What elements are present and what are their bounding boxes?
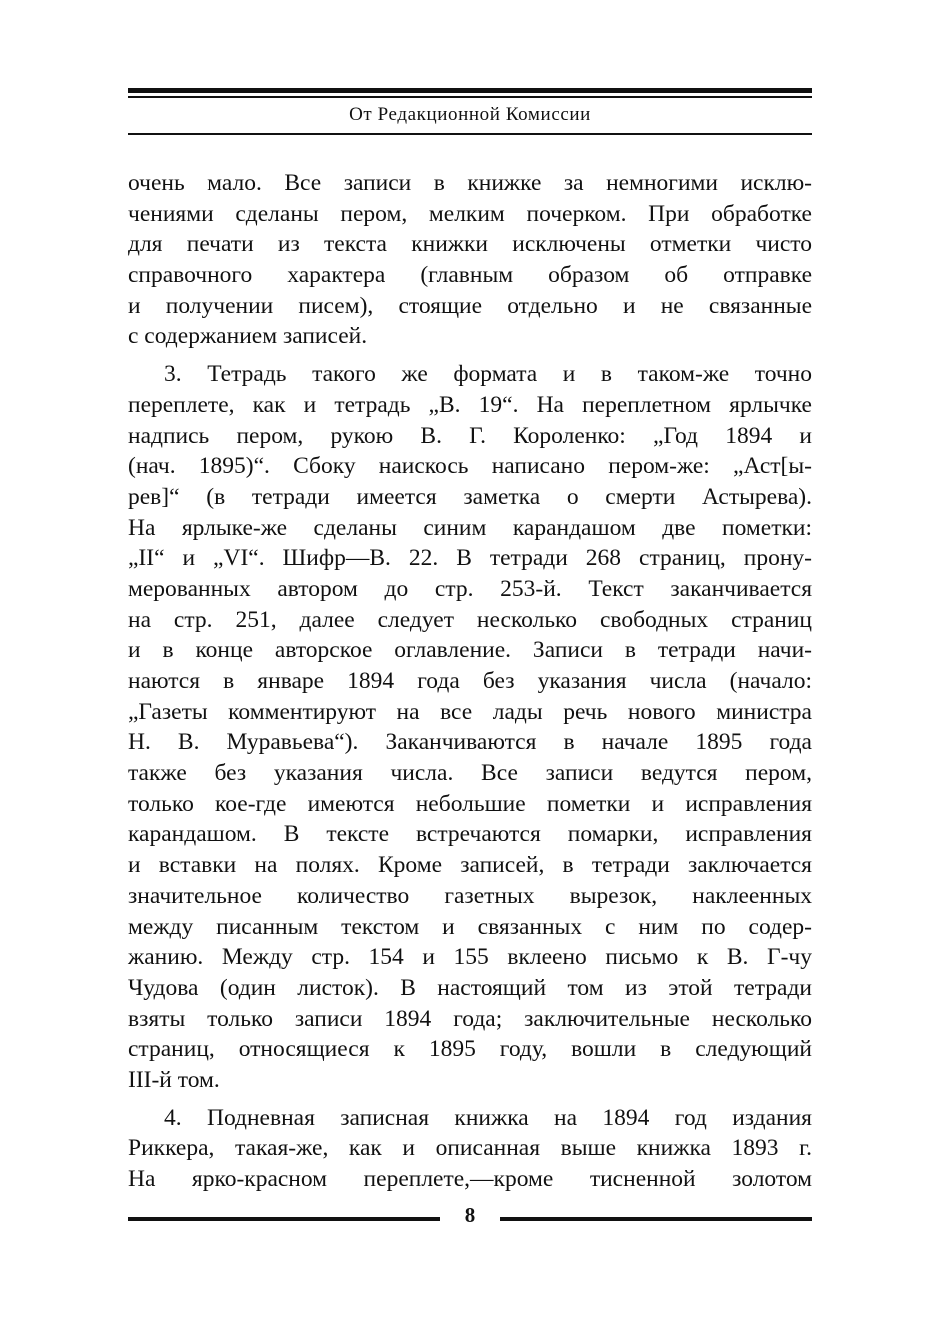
- text-line: На ярлыке-же сделаны синим карандашом две пометки:: [128, 514, 812, 541]
- text-line: только кое-где имеются небольшие пометки и исправления: [128, 790, 812, 817]
- page-number: 8: [464, 1203, 476, 1227]
- text-line: и в конце авторское оглавление. Записи в тетради начи-: [128, 637, 812, 664]
- text-line: 4. Подневная записная книжка на 1894 год издания: [164, 1104, 812, 1131]
- footer-rule-left: [128, 1217, 440, 1221]
- header-rules: [128, 88, 812, 98]
- footer-rule-right: [500, 1217, 812, 1221]
- text-line: переплете, как и тетрадь „В. 19“. На переплетном ярлычке: [128, 391, 812, 418]
- text-line: Риккера, такая-же, как и описанная выше книжка 1893 г.: [128, 1135, 812, 1162]
- book-page: [128, 0, 812, 1333]
- header-rule-thick: [128, 88, 812, 93]
- text-line: для печати из текста книжки исключены отметки чисто: [128, 231, 812, 258]
- text-line: справочного характера (главным образом об отправке: [128, 262, 812, 289]
- text-line: надпись пером, рукою В. Г. Короленко: „Год 1894 и: [128, 422, 812, 449]
- header-rule-thin: [128, 96, 812, 98]
- text-line: наются в январе 1894 года без указания числа (начало:: [128, 668, 812, 694]
- text-line: На ярко-красном переплете,—кроме тисненной золотом: [128, 1166, 812, 1192]
- text-line: карандашом. В тексте встречаются помарки, исправления: [128, 821, 812, 848]
- paragraph: [128, 1103, 812, 1195]
- text-line: очень мало. Все записи в книжке за немногими исклю-: [128, 170, 812, 196]
- running-head: От Редакционной Комиссии: [349, 104, 591, 125]
- page-footer: [128, 1203, 812, 1233]
- paragraph: [128, 359, 812, 1096]
- text-line: „Газеты комментируют на все лады речь нового министра: [128, 698, 812, 725]
- body-text: [128, 168, 812, 1195]
- text-line: мерованных автором до стр. 253-й. Текст заканчивается: [128, 575, 812, 602]
- text-line: жанию. Между стр. 154 и 155 вклеено письмо к В. Г-чу: [128, 944, 812, 971]
- text-line: рев]“ (в тетради имеется заметка о смерти Астырева).: [128, 483, 812, 510]
- paragraph: [128, 168, 812, 352]
- text-line: (нач. 1895)“. Сбоку наискось написано пером-же: „Аст[ы-: [128, 453, 812, 480]
- text-line: между писанным текстом и связанных с ним по содер-: [128, 913, 812, 940]
- text-line: с содержанием записей.: [128, 323, 368, 350]
- text-line: также без указания числа. Все записи ведутся пером,: [128, 760, 812, 787]
- text-line: III-й том.: [128, 1066, 220, 1093]
- text-line: чениями сделаны пером, мелким почерком. При обработке: [128, 200, 812, 227]
- text-line: значительное количество газетных вырезок, наклеенных: [128, 882, 812, 909]
- text-line: 3. Тетрадь такого же формата и в таком-же точно: [164, 361, 812, 388]
- text-line: на стр. 251, далее следует несколько свободных страниц: [128, 606, 812, 633]
- text-line: Н. В. Муравьева“). Заканчиваются в начале 1895 года: [128, 729, 812, 756]
- text-line: взяты только записи 1894 года; заключительные несколько: [128, 1005, 812, 1032]
- text-line: Чудова (один листок). В настоящий том из этой тетради: [128, 974, 812, 1001]
- text-line: „II“ и „VI“. Шифр—В. 22. В тетради 268 страниц, прону-: [128, 545, 812, 572]
- text-line: и вставки на полях. Кроме записей, в тетради заключается: [128, 852, 812, 879]
- text-line: страниц, относящиеся к 1895 году, вошли в следующий: [128, 1036, 812, 1063]
- text-line: и получении писем), стоящие отдельно и не связанные: [128, 292, 812, 319]
- running-head-rule: [128, 133, 812, 135]
